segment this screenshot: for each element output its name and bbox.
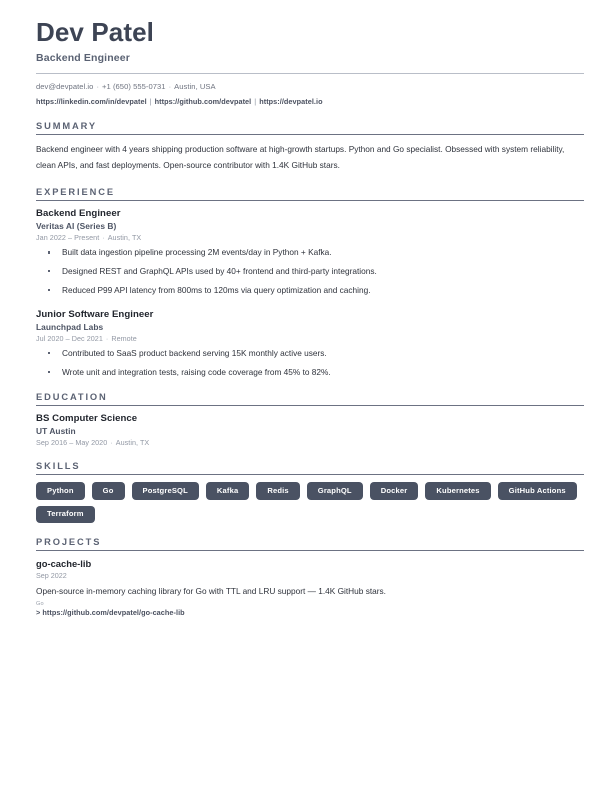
experience-entry	[36, 309, 584, 379]
experience-meta	[36, 233, 584, 242]
skill-pill: PostgreSQL	[132, 482, 199, 499]
link-linkedin[interactable]: https://linkedin.com/in/devpatel	[36, 96, 147, 106]
skill-pill: Go	[92, 482, 125, 499]
section-projects	[36, 537, 584, 617]
skill-pill: Docker	[370, 482, 419, 499]
project-name: go-cache-lib	[36, 557, 92, 569]
contact-links-line	[36, 97, 584, 108]
meta-separator: ·	[102, 233, 105, 243]
experience-meta	[36, 334, 584, 343]
section-title-projects: PROJECTS	[36, 536, 102, 547]
candidate-headline: Backend Engineer	[36, 52, 131, 65]
education-dates: Sep 2016 – May 2020	[36, 438, 108, 448]
experience-entry	[36, 208, 584, 297]
candidate-name: Dev Patel	[36, 17, 154, 47]
experience-company: Launchpad Labs	[36, 321, 104, 332]
skill-pill: GraphQL	[307, 482, 363, 499]
education-school: UT Austin	[36, 426, 76, 437]
contact-separator: ·	[96, 82, 100, 92]
project-tech: Go	[36, 601, 44, 608]
experience-role: Backend Engineer	[36, 208, 121, 220]
bullet-item: Reduced P99 API latency from 800ms to 120ms via query optimization and caching.	[36, 284, 584, 297]
resume-header	[36, 18, 584, 107]
section-skills	[36, 461, 584, 522]
link-github[interactable]: https://github.com/devpatel	[154, 96, 252, 106]
contact-line	[36, 81, 584, 92]
contact-email[interactable]: dev@devpatel.io	[36, 82, 94, 92]
project-date: Sep 2022	[36, 570, 67, 580]
section-title-experience: EXPERIENCE	[36, 187, 115, 198]
project-description: Open-source in-memory caching library for Go with TTL and LRU support — 1.4K GitHub stars.	[36, 585, 386, 596]
contact-location: Austin, USA	[174, 82, 216, 92]
experience-dates: Jan 2022 – Present	[36, 233, 100, 243]
experience-company: Veritas AI (Series B)	[36, 221, 117, 232]
experience-location: Austin, TX	[107, 233, 142, 243]
contact-separator: ·	[168, 82, 172, 92]
experience-bullets	[36, 347, 584, 379]
section-experience	[36, 187, 584, 378]
meta-separator: ·	[110, 438, 113, 448]
skill-pill: Redis	[256, 482, 299, 499]
skill-pill: Kafka	[206, 482, 249, 499]
link-website[interactable]: https://devpatel.io	[259, 96, 323, 106]
skill-pill: Kubernetes	[425, 482, 490, 499]
education-entry	[36, 413, 584, 447]
summary-text: Backend engineer with 4 years shipping production software at high-growth startups. Python and Go specialist. Obsessed with system reliability, clean APIs, and fast deployments. Open-source contributor with 1.4K GitHub stars.	[36, 144, 565, 170]
link-separator: |	[254, 96, 257, 106]
experience-bullets	[36, 246, 584, 297]
section-rule	[36, 550, 584, 551]
experience-role: Junior Software Engineer	[36, 308, 154, 320]
experience-dates: Jul 2020 – Dec 2021	[36, 333, 103, 343]
link-separator: |	[149, 96, 152, 106]
contact-phone: +1 (650) 555-0731	[102, 82, 166, 92]
project-link[interactable]: > https://github.com/devpatel/go-cache-lib	[36, 608, 185, 618]
section-education	[36, 392, 584, 447]
section-rule	[36, 134, 584, 135]
bullet-item: Contributed to SaaS product backend serving 15K monthly active users.	[36, 347, 584, 360]
project-entry	[36, 558, 584, 617]
header-divider	[36, 73, 584, 74]
education-degree: BS Computer Science	[36, 413, 138, 425]
skill-pill: Python	[36, 482, 85, 499]
meta-separator: ·	[105, 333, 109, 343]
education-location: Austin, TX	[115, 438, 150, 448]
section-title-summary: SUMMARY	[36, 121, 97, 132]
section-rule	[36, 405, 584, 406]
skill-pill: GitHub Actions	[498, 482, 577, 499]
experience-location: Remote	[111, 333, 137, 343]
education-meta	[36, 438, 584, 447]
skills-list	[36, 482, 584, 522]
section-title-education: EDUCATION	[36, 392, 108, 403]
bullet-item: Built data ingestion pipeline processing 2M events/day in Python + Kafka.	[36, 246, 584, 259]
section-title-skills: SKILLS	[36, 461, 81, 472]
section-rule	[36, 474, 584, 475]
bullet-item: Designed REST and GraphQL APIs used by 40+ frontend and third-party integrations.	[36, 265, 584, 278]
skill-pill: Terraform	[36, 506, 95, 523]
bullet-item: Wrote unit and integration tests, raising code coverage from 45% to 82%.	[36, 366, 584, 379]
section-summary	[36, 121, 584, 173]
section-rule	[36, 200, 584, 201]
